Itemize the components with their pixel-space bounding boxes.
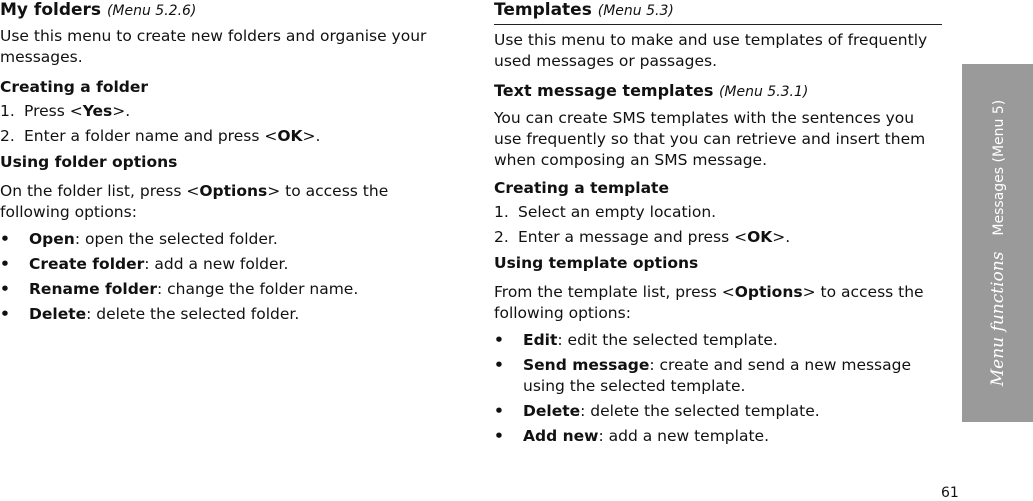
my-folders-intro: Use this menu to create new folders and organise your messages. — [0, 27, 427, 66]
section-side-tab — [962, 64, 1033, 422]
my-folders-heading: My folders (Menu 5.2.6) — [0, 0, 197, 20]
creating-folder-heading: Creating a folder — [0, 78, 149, 96]
step-item: 2. Enter a folder name and press <OK>. — [0, 127, 321, 145]
template-options-list — [494, 330, 942, 447]
text-templates-intro: You can create SMS templates with the sentences you use frequently so that you can retrieve and insert them when composing an SMS message. — [494, 109, 926, 169]
step-item: 1. Press <Yes>. — [0, 102, 131, 120]
folder-options-intro: On the folder list, press <Options> to access the following options: — [0, 182, 389, 221]
list-item: • Rename folder: change the folder name. — [0, 280, 359, 298]
step-item: 1. Select an empty location. — [494, 203, 717, 221]
list-item: • Delete: delete the selected template. — [494, 402, 820, 420]
side-tab-section: Menu functions — [987, 251, 1008, 387]
right-column — [494, 0, 942, 451]
folder-options-list — [0, 229, 455, 325]
creating-template-heading: Creating a template — [494, 179, 669, 197]
side-tab-subsection: Messages (Menu 5) — [990, 99, 1007, 236]
list-item: • Edit: edit the selected template. — [494, 331, 778, 349]
template-options-intro: From the template list, press <Options> to access the following options: — [494, 283, 924, 322]
list-item: • Delete: delete the selected folder. — [0, 305, 300, 323]
creating-template-steps — [494, 200, 942, 250]
list-item: • Send message: create and send a new message using the selected template. — [494, 356, 912, 395]
step-item: 2. Enter a message and press <OK>. — [494, 228, 791, 246]
side-tab-label — [988, 100, 1008, 386]
left-column — [0, 0, 455, 329]
page-number: 61 — [941, 485, 959, 501]
templates-heading: Templates (Menu 5.3) — [494, 0, 942, 25]
templates-intro: Use this menu to make and use templates of frequently used messages or passages. — [494, 31, 928, 70]
template-options-heading: Using template options — [494, 254, 699, 272]
creating-folder-steps — [0, 99, 455, 149]
list-item: • Open: open the selected folder. — [0, 230, 278, 248]
text-templates-heading: Text message templates (Menu 5.3.1) — [494, 81, 809, 100]
folder-options-heading: Using folder options — [0, 153, 178, 171]
list-item: • Create folder: add a new folder. — [0, 255, 289, 273]
list-item: • Add new: add a new template. — [494, 427, 769, 445]
